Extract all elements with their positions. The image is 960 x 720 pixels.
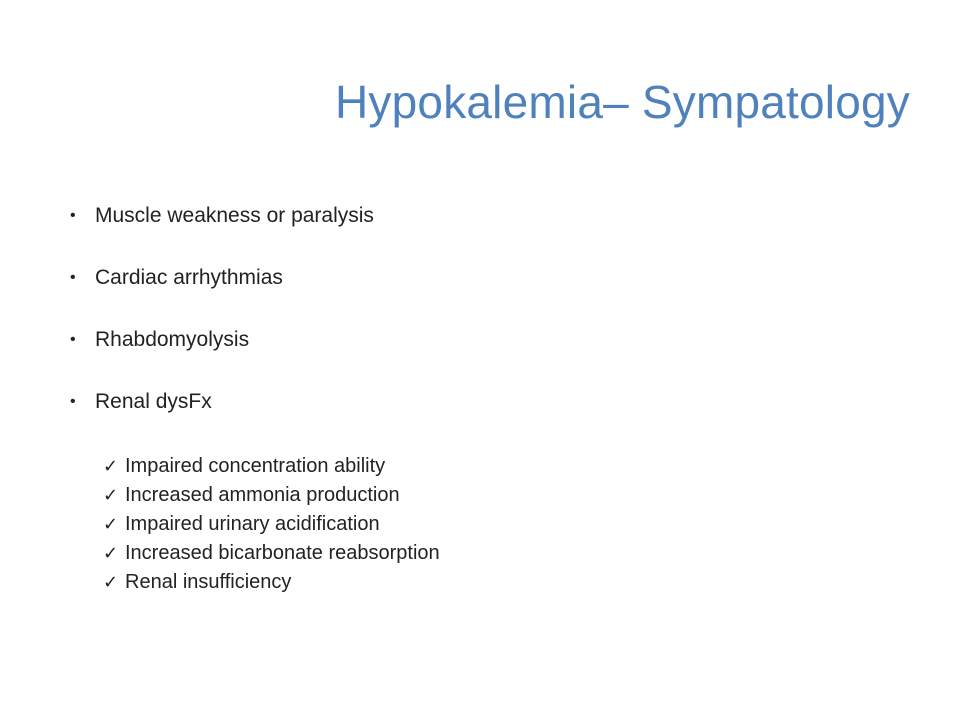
bullet-dot-icon: • — [70, 331, 76, 348]
bullet-dot-icon: • — [70, 207, 76, 224]
sub-item — [103, 539, 440, 568]
sub-item — [103, 510, 440, 539]
bullet-text: Rhabdomyolysis — [95, 328, 250, 351]
sub-item-text: Impaired urinary acidification — [125, 513, 380, 535]
bullet-item — [70, 258, 374, 320]
bullet-item — [70, 382, 374, 444]
sub-item — [103, 452, 440, 481]
checkmark-icon: ✓ — [103, 543, 119, 563]
checkmark-icon: ✓ — [103, 485, 119, 505]
bullet-list — [70, 196, 374, 444]
checkmark-icon: ✓ — [103, 514, 119, 534]
sub-item-text: Increased ammonia production — [125, 484, 400, 506]
bullet-text: Muscle weakness or paralysis — [95, 204, 374, 227]
slide-title: Hypokalemia– Sympatology — [335, 76, 910, 128]
sub-item-text: Impaired concentration ability — [125, 455, 386, 477]
bullet-item — [70, 196, 374, 258]
bullet-item — [70, 320, 374, 382]
bullet-text: Renal dysFx — [95, 390, 212, 413]
bullet-text: Cardiac arrhythmias — [95, 266, 283, 289]
bullet-dot-icon: • — [70, 393, 76, 410]
sub-item-text: Renal insufficiency — [125, 571, 292, 593]
checkmark-icon: ✓ — [103, 456, 119, 476]
sub-item — [103, 568, 440, 597]
checkmark-icon: ✓ — [103, 572, 119, 592]
renal-sub-list — [103, 452, 440, 597]
sub-item — [103, 481, 440, 510]
sub-item-text: Increased bicarbonate reabsorption — [125, 542, 440, 564]
bullet-dot-icon: • — [70, 269, 76, 286]
